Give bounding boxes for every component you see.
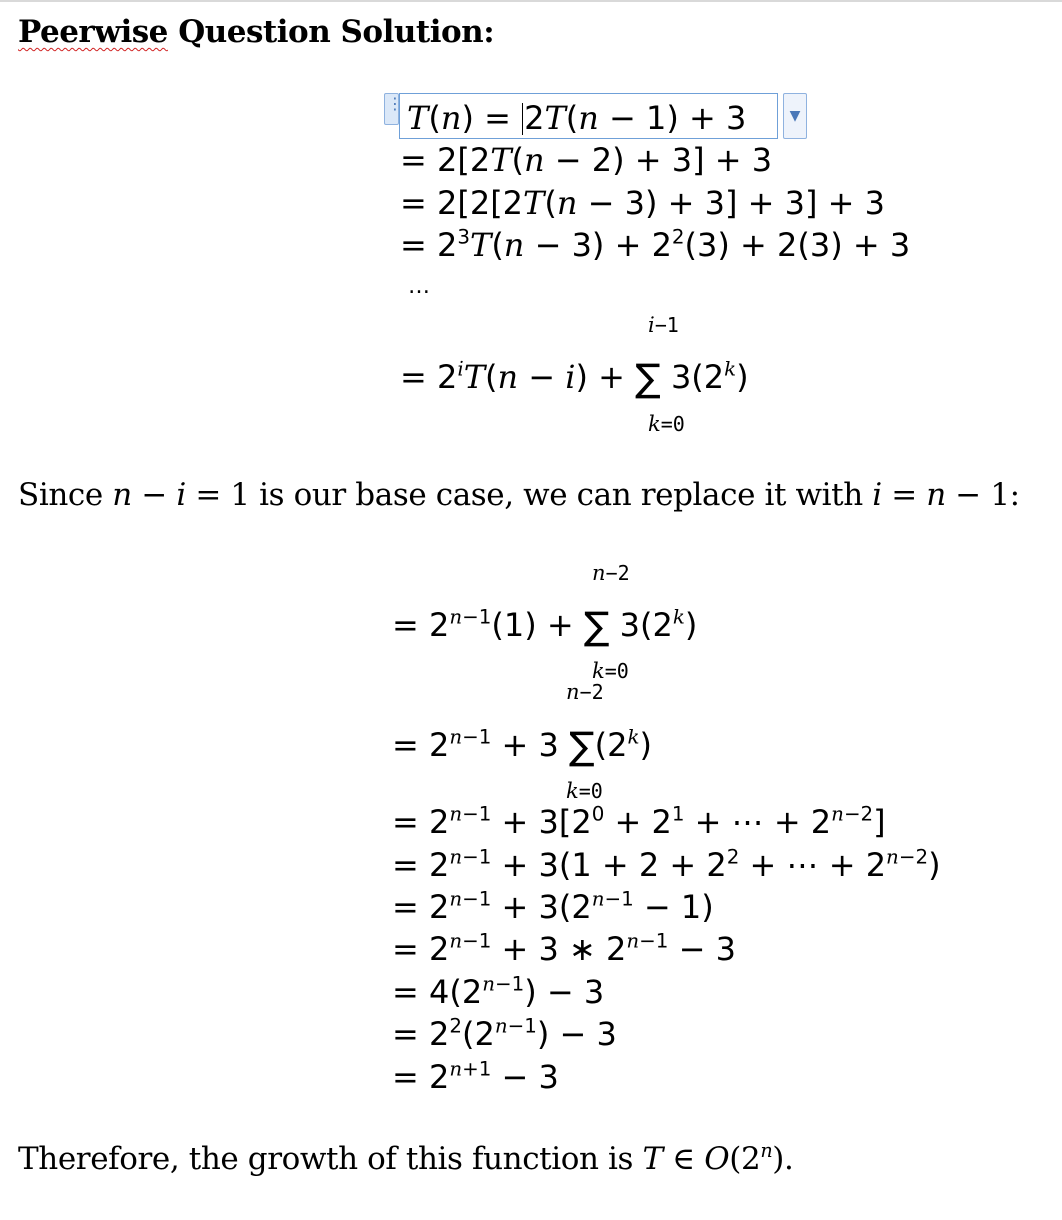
summation-icon-3: ∑ <box>569 724 595 768</box>
sum-lower-limit-1: k=0 <box>648 412 685 436</box>
equation-line-7: = $2^{n-1}(1)$ + ∑ 3(2$^k$) <box>392 604 698 648</box>
sum-upper-limit-2: n−2 <box>592 561 630 585</box>
equation-options-dropdown[interactable]: ▼ <box>783 93 807 139</box>
title-rest: Question Solution: <box>167 14 495 50</box>
equation-line-1[interactable]: T(n) = 2T(n − 1) + 3 <box>407 99 747 137</box>
equation-line-13: = $4(2^{n-1}) - 3$ <box>392 972 605 1011</box>
summation-icon: ∑ <box>635 356 661 400</box>
therefore-paragraph: Therefore, the growth of this function is T ∈ O(2$^n$). <box>18 1139 794 1177</box>
equation-line-14: = $2^2(2^{n-1}) - 3$ <box>392 1014 617 1053</box>
equation-drag-handle-icon[interactable] <box>384 93 399 125</box>
page-title <box>18 14 494 50</box>
equation-line-6: = $2^iT(n - i)$ + ∑ 3(2$^k$) <box>400 356 749 400</box>
equation-line-3: = 2[2[2T(n − 3) + 3] + 3] + 3 <box>400 184 885 222</box>
text-cursor <box>522 103 523 135</box>
equation-line-15: = $2^{n+1} - 3$ <box>392 1057 559 1096</box>
equation-line-8: = $2^{n-1} + 3$ ∑(2$^k$) <box>392 724 652 768</box>
equation-line-2: = 2[2T(n − 2) + 3] + 3 <box>400 141 773 179</box>
sum-upper-limit-3: n−2 <box>566 680 604 704</box>
summation-icon-2: ∑ <box>583 604 610 648</box>
equation-line-10: = $2^{n-1} + 3(1 + 2 + 2^2$ + ⋯ + $2^{n-2}$) <box>392 845 941 884</box>
since-paragraph: Since n − i = 1 is our base case, we can replace it with i = n − 1: <box>18 477 1020 513</box>
sum-upper-limit-1: i−1 <box>648 313 679 337</box>
equation-line-12: = $2^{n-1} + 3$ ∗ $2^{n-1} - 3$ <box>392 929 736 968</box>
title-misspelled-word[interactable]: Peerwise <box>18 14 168 50</box>
page-top-border <box>0 0 1062 2</box>
sum-lower-limit-3: k=0 <box>566 779 603 803</box>
equation-ellipsis: … <box>408 274 430 299</box>
equation-line-4: = $2^3T(n - 3) + 2^2(3) + 2(3) + 3$ <box>400 225 911 264</box>
equation-line-9: = $2^{n-1} + 3[2^0 + 2^1$ + ⋯ + $2^{n-2}$] <box>392 802 886 841</box>
sum-lower-limit-2: k=0 <box>592 659 629 683</box>
equation-line-11: = $2^{n-1} + 3(2^{n-1} - 1)$ <box>392 887 714 926</box>
